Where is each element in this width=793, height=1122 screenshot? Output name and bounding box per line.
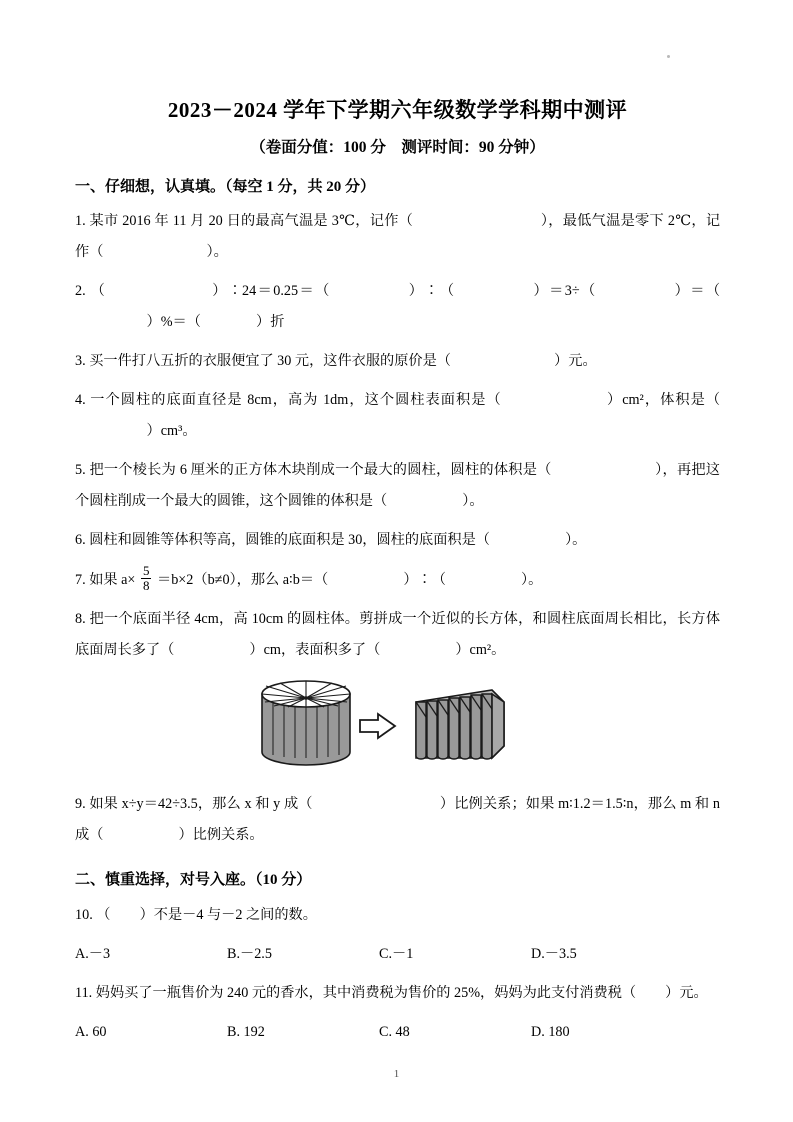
diagram-svg	[250, 672, 510, 777]
figure-area	[75, 672, 720, 784]
question-7	[75, 556, 720, 596]
question-2-text-4: ）＝3÷（	[533, 283, 597, 300]
question-7-text-4: ）。	[520, 572, 543, 589]
question-6-text-1: 圆柱和圆锥等体积等高，圆锥的底面积是 30，圆柱的底面积是（	[89, 532, 490, 549]
question-2-text-7: ）折	[256, 314, 285, 331]
question-6	[75, 517, 720, 556]
question-2-text-1: （	[90, 283, 107, 300]
question-4-text-1: 一个圆柱的底面直径是 8cm，高为 1dm，这个圆柱表面积是（	[90, 392, 502, 409]
question-5-text-3: ）。	[462, 493, 484, 510]
question-1	[75, 198, 720, 268]
question-2-text-2: ）∶24＝0.25＝（	[212, 283, 331, 300]
question-4-number: 4.	[75, 392, 86, 409]
question-2-text-5: ）＝（	[674, 283, 721, 300]
question-10-option-c[interactable]: C.－1	[379, 945, 414, 962]
page-content	[75, 0, 720, 1048]
question-5-number: 5.	[75, 462, 86, 479]
question-1-text-a: 某市 2016 年 11 月 20 日的最高气温是 3℃，记作（	[89, 213, 414, 230]
question-5-text-1: 把一个棱长为 6 厘米的正方体木块削成一个最大的圆柱，圆柱的体积是（	[89, 462, 552, 479]
question-11-number: 11.	[75, 984, 93, 1001]
question-1-text-b: ），最低气温是零下 2℃，记作（	[75, 213, 721, 261]
cylinder-shape	[262, 681, 350, 765]
question-5-text-2: ），再把这个圆柱削成一个最大的圆锥，这个圆锥的体积是（	[75, 462, 720, 510]
question-9-text-3: ）比例关系。	[178, 827, 264, 844]
fraction-five-eighths	[141, 564, 152, 592]
page-number: 1	[393, 1068, 400, 1080]
page-subtitle: （卷面分值：100 分 测评时间：90 分钟）	[250, 139, 545, 157]
question-3-text-a: 买一件打八五折的衣服便宜了 30 元，这件衣服的原价是（	[89, 353, 451, 370]
question-7-text-1: 如果 a×	[89, 572, 136, 589]
question-4	[75, 377, 720, 447]
question-9	[75, 784, 720, 851]
question-6-text-2: ）。	[565, 532, 587, 549]
question-2-text-6: ）%＝（	[146, 314, 201, 331]
question-2	[75, 268, 720, 338]
question-11-option-d[interactable]: D. 180	[531, 1023, 570, 1040]
question-7-number: 7.	[75, 572, 86, 589]
question-10-option-a[interactable]: A.－3	[75, 945, 111, 962]
question-10-number: 10.	[75, 906, 93, 923]
question-3-number: 3.	[75, 353, 86, 370]
question-3-text-b: ）元。	[554, 353, 597, 370]
question-11-option-b[interactable]: B. 192	[227, 1023, 265, 1040]
question-11-option-a[interactable]: A. 60	[75, 1023, 107, 1040]
question-11-text-2: ）元。	[665, 984, 708, 1001]
page-title: 2023－2024 学年下学期六年级数学学科期中测评	[167, 98, 628, 122]
question-6-number: 6.	[75, 532, 86, 549]
question-2-text-3: ）∶（	[408, 283, 456, 300]
question-10-text-2: ）不是－4 与－2 之间的数。	[139, 906, 317, 923]
question-8-text-3: ）cm²。	[455, 642, 506, 659]
question-11-text-1: 妈妈买了一瓶售价为 240 元的香水，其中消费税为售价的 25%，妈妈为此支付消费税（	[95, 984, 637, 1001]
question-3	[75, 338, 720, 377]
fraction-denominator: 8	[142, 577, 150, 593]
question-9-text-2: ）比例关系；如果 m∶1.2＝1.5∶n，那么 m 和 n 成（	[75, 796, 720, 844]
question-9-number: 9.	[75, 796, 86, 813]
section-heading-one: 一、仔细想，认真填。（每空 1 分，共 20 分）	[75, 178, 376, 195]
question-9-text-1: 如果 x÷y＝42÷3.5，那么 x 和 y 成（	[89, 796, 313, 813]
question-7-text-3: ）∶（	[403, 572, 446, 589]
question-8	[75, 596, 720, 666]
question-8-text-1: 把一个底面半径 4cm，高 10cm 的圆柱体。剪拼成一个近似的长方体，和圆柱底面周长相比，长方体底面周长多了（	[75, 611, 721, 659]
cylinder-to-prism-diagram	[250, 672, 510, 782]
question-4-text-3: ）cm³。	[146, 423, 197, 440]
question-10-text-1: （	[96, 906, 111, 923]
section-heading-two: 二、慎重选择，对号入座。（10 分）	[75, 872, 312, 889]
question-10	[75, 892, 720, 931]
question-10-option-b[interactable]: B.－2.5	[227, 945, 272, 962]
question-8-number: 8.	[75, 611, 86, 628]
question-5	[75, 447, 720, 517]
prism-shape	[416, 690, 504, 759]
question-10-options	[75, 931, 720, 970]
question-1-text-c: ）。	[206, 244, 228, 261]
question-2-number: 2.	[75, 283, 86, 300]
question-11-options	[75, 1009, 720, 1048]
question-8-text-2: ）cm，表面积多了（	[249, 642, 381, 659]
question-1-number: 1.	[75, 213, 86, 230]
fraction-numerator: 5	[142, 563, 150, 579]
right-arrow-icon	[360, 714, 395, 738]
question-4-text-2: ）cm²，体积是（	[606, 392, 721, 409]
question-11-option-c[interactable]: C. 48	[379, 1023, 410, 1040]
question-10-option-d[interactable]: D.－3.5	[531, 945, 577, 962]
question-11	[75, 970, 720, 1009]
question-7-text-2: ＝b×2（b≠0），那么 a∶b＝（	[157, 572, 329, 589]
